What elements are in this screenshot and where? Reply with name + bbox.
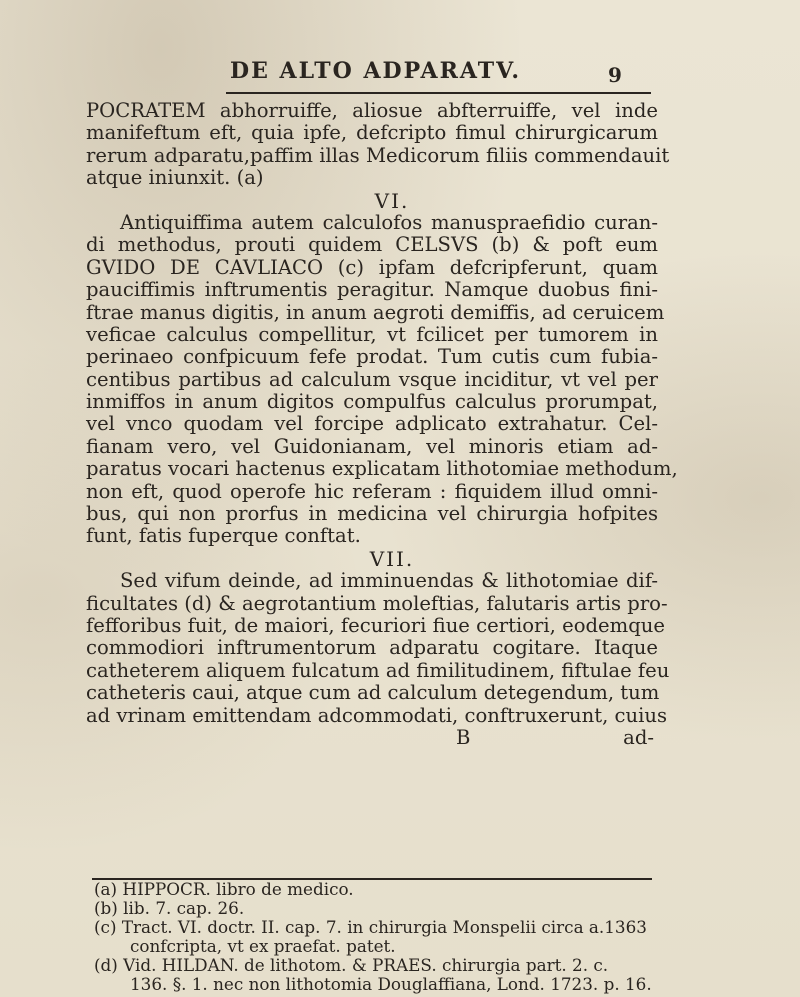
text-line: commodiori inftrumentorum adparatu cogitare. Itaque [86, 636, 658, 660]
text-line: perinaeo confpicuum fefe prodat. Tum cutis cum fubia- [86, 345, 658, 369]
footnote-line: (c) Tract. VI. doctr. II. cap. 7. in chirurgia Monspelii circa a.1363 [94, 917, 647, 937]
main-text [86, 99, 678, 749]
footnotes [94, 880, 664, 994]
section-number: VI. [374, 188, 410, 213]
text-line: catheteris caui, atque cum ad calculum detegendum, tum [86, 681, 660, 705]
text-line: veficae calculus compellitur, vt fcilicet per tumorem in [86, 322, 658, 346]
text-line: centibus partibus ad calculum vsque inciditur, vt vel per [86, 367, 658, 391]
page-header [0, 58, 800, 88]
text-line: fefforibus fuit, de maiori, fecuriori fiue certiori, eodemque [86, 613, 665, 637]
section-number: VII. [369, 546, 415, 571]
text-line: non eft, quod operofe hic referam : fiquidem illud omni- [86, 479, 658, 503]
footnote-line: confcripta, vt ex praefat. patet. [130, 936, 396, 956]
text-line: Antiquiffima autem calculofos manuspraefidio curan- [120, 210, 658, 234]
text-line: Sed vifum deinde, ad imminuendas & lithotomiae dif- [120, 569, 658, 593]
text-line: vel vnco quodam vel forcipe adplicato extrahatur. Cel- [86, 412, 658, 436]
page-number: 9 [608, 63, 622, 87]
text-line: catheterem aliquem fulcatum ad fimilitudinem, fiftulae feu [86, 658, 670, 682]
text-line: pauciffimis inftrumentis peragitur. Namque duobus fini- [86, 278, 658, 302]
running-head: DE ALTO ADPARATV. [230, 58, 522, 84]
text-line: paratus vocari hactenus explicatam lithotomiae methodum, [86, 457, 678, 481]
text-line: ftrae manus digitis, in anum aegroti demiffis, ad ceruicem [86, 300, 665, 324]
footnote-line: 136. §. 1. nec non lithotomia Douglaffiana, Lond. 1723. p. 16. [130, 974, 652, 994]
text-line: ad vrinam emittendam adcommodati, conftruxerunt, cuius [86, 703, 668, 727]
text-line: rerum adparatu,paffim illas Medicorum filiis commendauit [86, 143, 670, 167]
text-line: di methodus, prouti quidem CELSVS (b) & poft eum [86, 233, 658, 257]
text-line: ficultates (d) & aegrotantium moleftias, falutaris artis pro- [86, 591, 668, 615]
footnote-line: (d) Vid. HILDAN. de lithotom. & PRAES. chirurgia part. 2. c. [94, 955, 609, 975]
footnote-line: (a) HIPPOCR. libro de medico. [94, 879, 354, 899]
text-line: GVIDO DE CAVLIACO (c) ipfam defcripferunt, quam [86, 255, 658, 279]
signature-line [86, 727, 658, 749]
catchword: ad- [623, 725, 654, 749]
text-line: funt, fatis fuperque conftat. [86, 524, 361, 548]
text-line: POCRATEM abhorruiffe, aliosue abfterruiffe, vel inde [86, 99, 658, 122]
footnote-line: (b) lib. 7. cap. 26. [94, 898, 245, 918]
header-rule [226, 92, 651, 94]
text-line: manifeftum eft, quia ipfe, defcripto fimul chirurgicarum [86, 121, 658, 145]
text-line: atque iniunxit. (a) [86, 166, 264, 190]
text-line: bus, qui non prorfus in medicina vel chirurgia hofpites [86, 502, 658, 526]
text-line: inmiffos in anum digitos compulfus calculus prorumpat, [86, 390, 658, 414]
text-line: fianam vero, vel Guidonianam, vel minoris etiam ad- [86, 434, 658, 458]
signature-mark: B [456, 725, 471, 749]
